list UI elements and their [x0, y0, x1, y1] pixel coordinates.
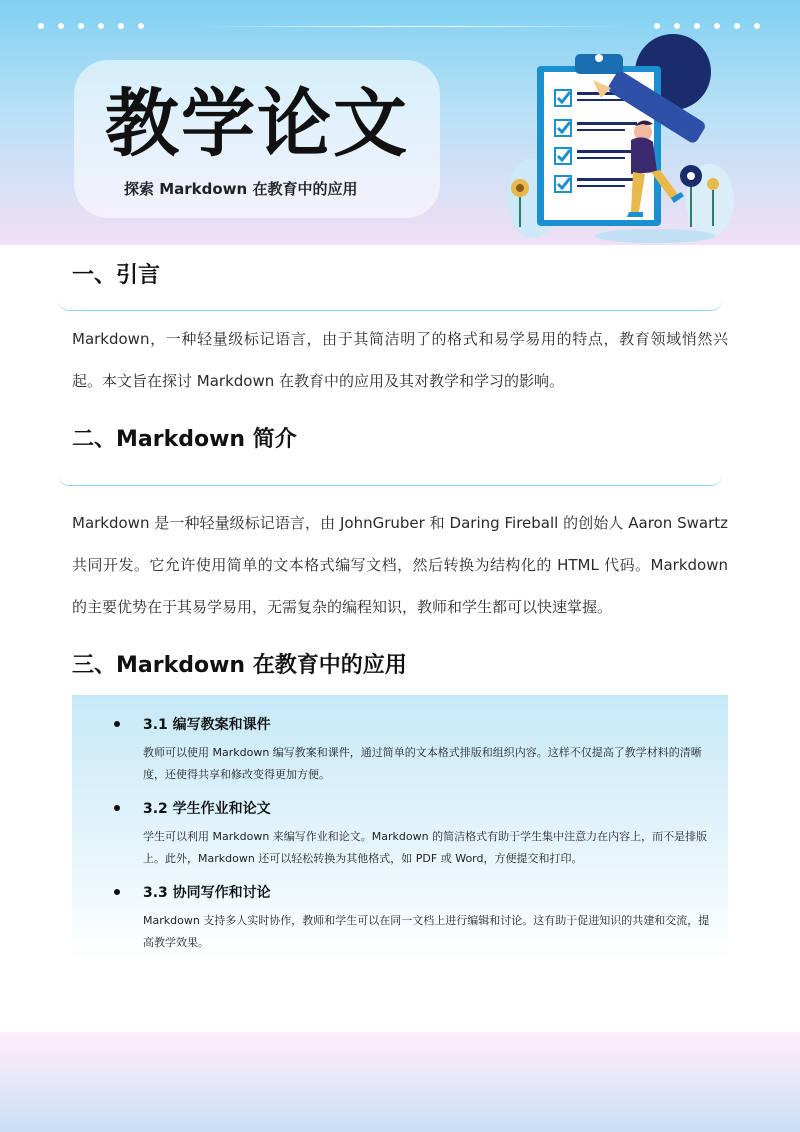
ground-shadow-shape: [595, 229, 715, 243]
list-item-body: 学生可以利用 Markdown 来编写作业和论文。Markdown 的简洁格式有助于学生集中注意力在内容上，而不是排版上。此外，Markdown 还可以轻松转换为其他格式，如 PDF 或 Word，方便提交和打印。: [143, 830, 708, 865]
list-item-title: 3.3 协同写作和讨论: [143, 885, 271, 901]
page-subtitle: 探索 Markdown 在教育中的应用: [124, 180, 358, 198]
decorative-dots-left: [38, 23, 144, 29]
heading-divider: [58, 475, 722, 486]
checklist-line: [577, 150, 637, 153]
section-heading-applications: 三、Markdown 在教育中的应用: [72, 653, 407, 678]
header-banner: [0, 0, 800, 245]
list-item-body: Markdown 支持多人实时协作，教师和学生可以在同一文档上进行编辑和讨论。这有助于促进知识的共建和交流，提高教学效果。: [143, 914, 710, 949]
section-heading-markdown-intro: 二、Markdown 简介: [72, 427, 297, 452]
list-item-title: 3.2 学生作业和论文: [143, 801, 271, 817]
title-card: [74, 60, 440, 218]
list-item-title: 3.1 编写教案和课件: [143, 717, 271, 733]
checklist-line: [577, 178, 637, 181]
bullet-icon: [114, 889, 120, 895]
checklist-line: [577, 129, 625, 131]
applications-list: [72, 695, 728, 960]
clipboard-checklist-illustration: [505, 28, 745, 244]
heading-divider: [58, 300, 722, 311]
checklist-line: [577, 185, 625, 187]
bullet-icon: [114, 805, 120, 811]
footer-band: [0, 1032, 800, 1132]
bullet-icon: [114, 721, 120, 727]
section-heading-introduction: 一、引言: [72, 263, 161, 288]
list-item-body: 教师可以使用 Markdown 编写教案和课件，通过简单的文本格式排版和组织内容。这样不仅提高了教学材料的清晰度，还使得共享和修改变得更加方便。: [143, 746, 702, 781]
page-title: 教学论文: [105, 81, 409, 167]
checklist-line: [577, 122, 637, 125]
checklist-line: [577, 99, 625, 101]
markdown-intro-paragraph: Markdown 是一种轻量级标记语言，由 JohnGruber 和 Daring Fireball 的创始人 Aaron Swartz 共同开发。它允许使用简单的文本格式编写文档，然后转换为结构化的 HTML 代码。Markdown 的主要优势在于其易学易用，无需复杂的编程知识，教师和学生都可以快速掌握。: [72, 514, 728, 616]
header-divider-line: [198, 26, 628, 27]
checklist-line: [577, 157, 625, 159]
clip-hole: [595, 54, 603, 62]
introduction-paragraph: Markdown，一种轻量级标记语言，由于其简洁明了的格式和易学易用的特点，教育领域悄然兴起。本文旨在探讨 Markdown 在教育中的应用及其对教学和学习的影响。: [72, 330, 728, 390]
